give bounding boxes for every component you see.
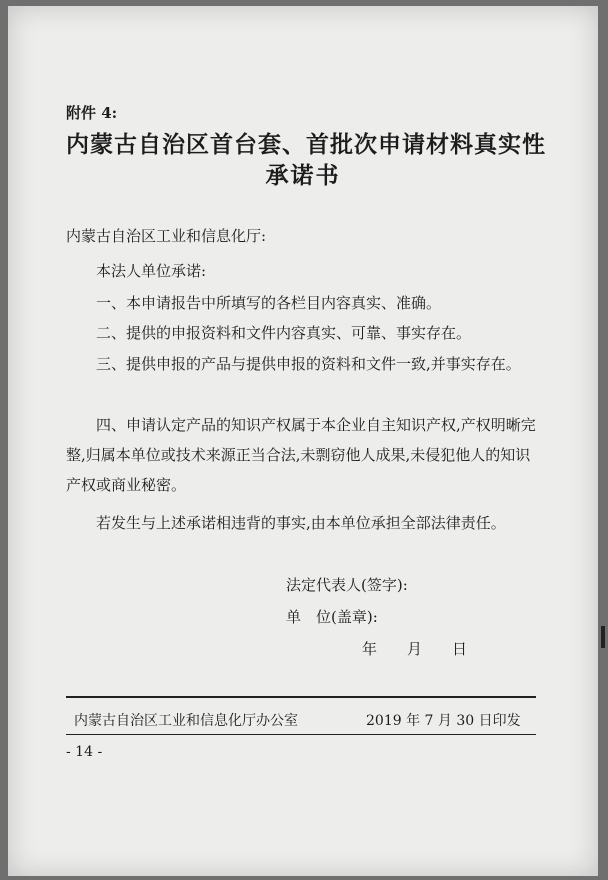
footer-print-date: 2019 年 7 月 30 日印发 <box>366 713 521 729</box>
footer-top-rule <box>66 696 536 698</box>
unit-seal-label: 单 位(盖章): <box>286 608 378 626</box>
commitment-item-2: 二、提供的申报资料和文件内容真实、可靠、事实存在。 <box>96 324 472 342</box>
footer-office: 内蒙古自治区工业和信息化厅办公室 <box>74 713 298 729</box>
closing-statement: 若发生与上述承诺相违背的事实,由本单位承担全部法律责任。 <box>96 514 506 532</box>
signature-date: 年 月 日 <box>362 640 468 658</box>
addressee: 内蒙古自治区工业和信息化厅: <box>66 227 267 245</box>
page-number: - 14 - <box>66 744 103 760</box>
document-title-line1: 内蒙古自治区首台套、首批次申请材料真实性 <box>66 131 546 158</box>
binding-mark <box>601 626 605 648</box>
legal-representative-signature-label: 法定代表人(签字): <box>286 576 408 594</box>
attachment-label: 附件 4: <box>66 104 118 122</box>
footer-bottom-rule <box>66 734 536 735</box>
commitment-item-3: 三、提供申报的产品与提供申报的资料和文件一致,并事实存在。 <box>96 355 521 373</box>
document-title-line2: 承诺书 <box>265 162 341 189</box>
document-page <box>8 6 598 876</box>
commitment-item-4: 四、申请认定产品的知识产权属于本企业自主知识产权,产权明晰完整,归属本单位或技术来源正当合法,未剽窃他人成果,未侵犯他人的知识产权或商业秘密。 <box>66 416 536 494</box>
commitment-item-1: 一、本申请报告中所填写的各栏目内容真实、准确。 <box>96 294 442 312</box>
intro-text: 本法人单位承诺: <box>96 262 207 280</box>
